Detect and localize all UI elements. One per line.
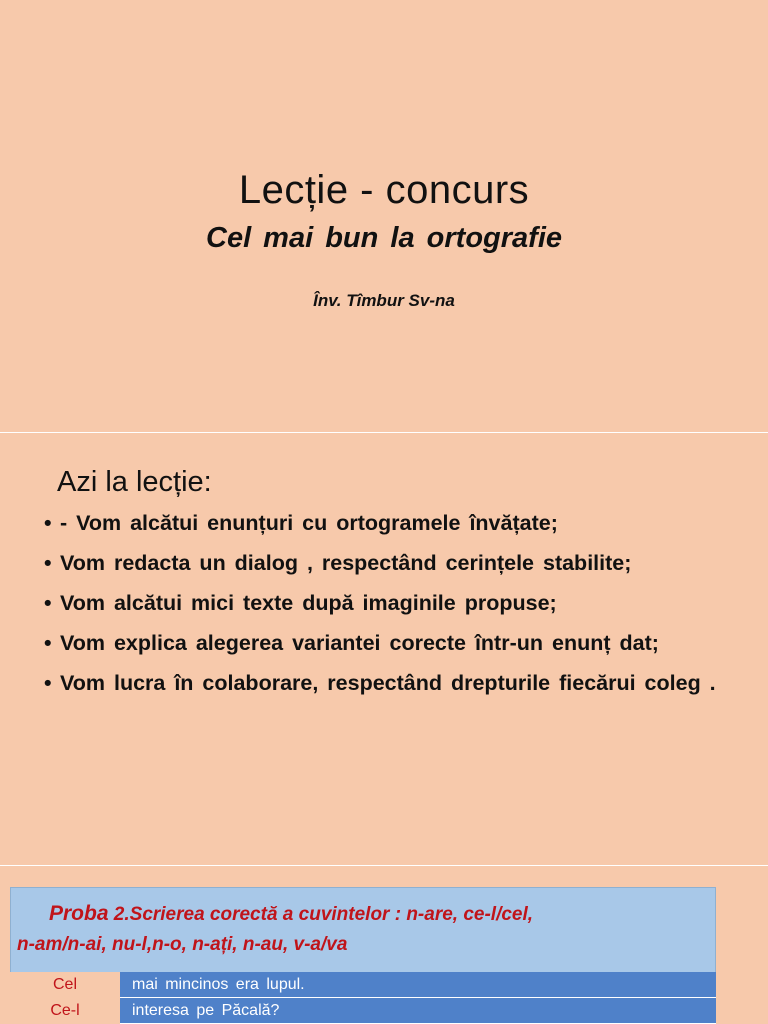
table-row bbox=[10, 972, 716, 998]
table-cell-sentence: interesa pe Păcală? bbox=[120, 998, 716, 1024]
slide-objectives bbox=[0, 433, 768, 865]
list-item bbox=[44, 508, 724, 538]
bullet-icon: • bbox=[44, 631, 52, 655]
slide-subtitle: Cel mai bun la ortografie bbox=[206, 222, 562, 254]
list-item bbox=[44, 628, 724, 658]
list-item bbox=[44, 548, 724, 578]
objectives-heading: Azi la lecție: bbox=[57, 466, 212, 498]
table-row bbox=[10, 998, 716, 1024]
list-item-text: Vom redacta un dialog , respectând cerințele stabilite; bbox=[60, 551, 632, 575]
bullet-icon: • bbox=[44, 551, 52, 575]
slide-title-heading: Lecție - concurs bbox=[238, 168, 530, 212]
exercise-table bbox=[10, 972, 716, 1024]
table-cell-word: Cel bbox=[10, 972, 120, 998]
bullet-icon: • bbox=[44, 511, 52, 535]
proba-header-box bbox=[10, 887, 716, 973]
proba-word-list: n-am/n-ai, nu-l,n-o, n-ați, n-au, v-a/va bbox=[17, 934, 348, 955]
table-cell-word: Ce-l bbox=[10, 998, 120, 1024]
list-item bbox=[44, 588, 724, 618]
proba-title-text: 2.Scrierea corectă a cuvintelor : n-are, ce-l/cel, bbox=[108, 904, 534, 925]
proba-title-line bbox=[49, 902, 533, 926]
list-item-text: Vom explica alegerea variantei corecte într-un enunț dat; bbox=[60, 631, 659, 655]
bullet-icon: • bbox=[44, 671, 52, 695]
bullet-icon: • bbox=[44, 591, 52, 615]
slide-title bbox=[0, 0, 768, 432]
slide-proba bbox=[0, 866, 768, 1024]
table-cell-sentence: mai mincinos era lupul. bbox=[120, 972, 716, 998]
proba-label: Proba bbox=[49, 902, 109, 925]
list-item bbox=[44, 668, 724, 698]
slide-author: Înv. Tîmbur Sv-na bbox=[313, 291, 455, 310]
list-item-text: - Vom alcătui enunțuri cu ortogramele învățate; bbox=[60, 511, 558, 535]
list-item-text: Vom alcătui mici texte după imaginile propuse; bbox=[60, 591, 557, 615]
list-item-text: Vom lucra în colaborare, respectând drepturile fiecărui coleg . bbox=[60, 671, 716, 695]
objectives-list bbox=[44, 508, 724, 708]
